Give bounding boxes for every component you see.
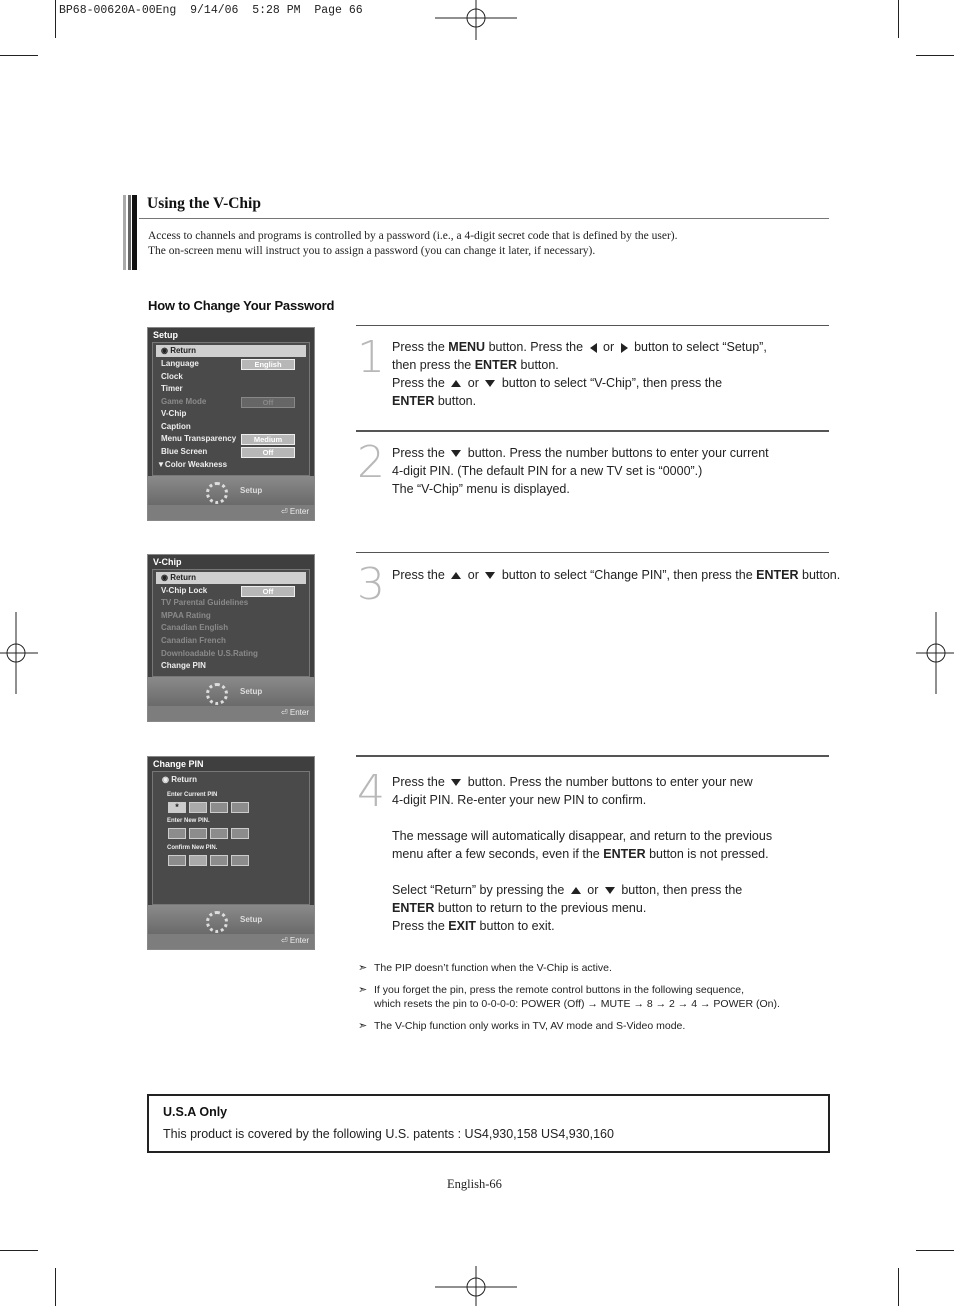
down-arrow-icon — [451, 450, 461, 457]
menu-item-blue-screen: Blue Screen Off — [153, 446, 309, 458]
crop-mark — [916, 1250, 954, 1251]
value-box: Medium — [241, 434, 295, 445]
pin-digit-box — [231, 802, 249, 813]
menu-item-vchip: V-Chip — [161, 409, 187, 418]
crop-mark — [55, 1268, 56, 1306]
up-arrow-icon — [451, 380, 461, 387]
crop-mark — [55, 0, 56, 38]
step-2-text: Press the button. Press the number buttons to enter your current 4-digit PIN. (The default PIN for a new TV set is “0000”.) The “V-Chip” menu is displayed. — [392, 446, 769, 496]
crop-mark — [916, 55, 954, 56]
note-pip: ➣ The PIP doesn’t function when the V-Chip is active. — [358, 962, 612, 974]
gear-icon — [206, 911, 228, 933]
note-forget-pin: ➣ If you forget the pin, press the remote control buttons in the following sequence, which resets the pin to 0-0-0-0: POWER (Off) → MUTE → 8 → 2 → 4 → POWER (On). — [358, 984, 780, 1010]
crop-mark — [0, 55, 38, 56]
enter-icon: ⏎ — [280, 507, 290, 516]
osd-footer — [148, 476, 314, 520]
return-icon: ◉ — [161, 573, 171, 582]
step-divider — [356, 430, 829, 432]
pin-digit-box — [210, 855, 228, 866]
note-arrow-icon: ➣ — [358, 962, 368, 974]
menu-item-color-weakness: ▼Color Weakness — [157, 460, 228, 469]
crop-mark — [0, 1250, 38, 1251]
down-arrow-icon — [485, 380, 495, 387]
value-box: English — [241, 359, 295, 370]
pin-digit-box: * — [168, 802, 186, 813]
osd-title: V-Chip — [153, 557, 182, 567]
down-arrow-icon — [605, 887, 615, 894]
return-icon: ◉ — [161, 346, 171, 355]
usa-only-text: This product is covered by the following U.S. patents : US4,930,158 US4,930,160 — [163, 1127, 614, 1141]
osd-vchip-menu — [147, 554, 315, 722]
enter-icon: ⏎ — [280, 936, 290, 945]
down-arrow-icon — [485, 572, 495, 579]
osd-footer-label: Setup — [240, 915, 263, 924]
menu-item-clock: Clock — [161, 372, 183, 381]
up-arrow-icon — [571, 887, 581, 894]
section-title: Using the V-Chip — [147, 195, 261, 212]
page-number: English-66 — [447, 1177, 502, 1191]
current-pin-label: Enter Current PIN — [167, 792, 218, 798]
right-arrow-icon — [621, 343, 628, 353]
osd-footer — [148, 677, 314, 721]
osd-menu-body — [152, 771, 310, 905]
osd-change-pin-menu — [147, 756, 315, 950]
step-number: 4 — [357, 766, 385, 817]
osd-enter-bar — [148, 706, 314, 721]
step-number: 1 — [357, 332, 385, 383]
usa-only-title: U.S.A Only — [163, 1105, 228, 1119]
intro-line-2: The on-screen menu will instruct you to assign a password (you can change it later, if necessary). — [148, 244, 596, 257]
left-arrow-icon — [590, 343, 597, 353]
registration-mark-top — [435, 0, 517, 40]
note-arrow-icon: ➣ — [358, 984, 368, 996]
enter-hint: ⏎ Enter — [280, 936, 309, 945]
osd-footer — [148, 905, 314, 949]
menu-item-downloadable: Downloadable U.S.Rating — [161, 649, 258, 658]
registration-mark-bottom — [435, 1266, 517, 1306]
section-intro — [148, 229, 677, 258]
gear-icon — [206, 482, 228, 504]
step-1-text: Press the MENU button. Press the or button to select “Setup”, then press the ENTER button. Press the or button to select “V-Chip”, then press the ENTER button. — [392, 340, 767, 408]
registration-mark-right — [916, 612, 954, 694]
usa-only-box — [147, 1094, 830, 1153]
osd-title: Change PIN — [153, 759, 204, 769]
value-box: Off — [241, 586, 295, 597]
osd-enter-bar — [148, 505, 314, 520]
menu-item-timer: Timer — [161, 384, 183, 393]
value-box: Off — [241, 447, 295, 458]
pin-digit-box — [231, 828, 249, 839]
step-3-text: Press the or button to select “Change PIN”, then press the ENTER button. — [392, 568, 841, 582]
menu-item-game-mode: Game Mode Off — [153, 396, 309, 408]
step-number: 2 — [357, 437, 385, 488]
menu-item-return: ◉ Return — [156, 345, 306, 357]
pin-digit-box — [189, 802, 207, 813]
osd-footer-label: Setup — [240, 687, 263, 696]
step-divider — [356, 552, 829, 553]
subheading: How to Change Your Password — [148, 298, 335, 313]
osd-menu-body — [152, 569, 310, 677]
step-number: 3 — [357, 559, 385, 610]
menu-item-vchip-lock: V-Chip Lock Off — [153, 585, 309, 597]
enter-icon: ⏎ — [280, 708, 290, 717]
print-slug: BP68-00620A-00Eng 9/14/06 5:28 PM Page 66 — [59, 4, 363, 17]
pin-digit-box — [210, 802, 228, 813]
down-arrow-icon — [451, 779, 461, 786]
return-icon: ◉ — [162, 775, 172, 784]
pin-return: ◉ Return — [162, 775, 197, 784]
step-4-text: Press the button. Press the number buttons to enter your new 4-digit PIN. Re-enter your new PIN to confirm. The message will automatically disappear, and return to the previous menu after a few seconds, even if the ENTER button is not pressed. Select “Return” by pressing the or button, then press the ENTER button to return to the previous menu. Press the EXIT button to exit. — [392, 775, 773, 933]
menu-item-change-pin: Change PIN — [161, 661, 206, 670]
osd-footer-label: Setup — [240, 486, 263, 495]
note-vchip-modes: ➣ The V-Chip function only works in TV, AV mode and S-Video mode. — [358, 1020, 686, 1032]
confirm-pin-label: Confirm New PIN. — [167, 845, 218, 851]
pin-digit-box — [210, 828, 228, 839]
menu-item-language: Language English — [153, 358, 309, 370]
menu-item-canadian-english: Canadian English — [161, 623, 229, 632]
enter-hint: ⏎ Enter — [280, 708, 309, 717]
osd-menu-body — [152, 342, 310, 476]
up-arrow-icon — [451, 572, 461, 579]
note-arrow-icon: ➣ — [358, 1020, 368, 1032]
step-divider — [356, 755, 829, 757]
menu-item-mpaa: MPAA Rating — [161, 611, 211, 620]
pin-digit-box — [168, 855, 186, 866]
value-box: Off — [241, 397, 295, 408]
crop-mark — [898, 0, 899, 38]
step-divider — [356, 325, 829, 326]
pin-digit-box — [231, 855, 249, 866]
menu-item-tv-parental: TV Parental Guidelines — [161, 598, 249, 607]
section-title-rule — [139, 218, 829, 219]
crop-mark — [898, 1268, 899, 1306]
pin-digit-box — [168, 828, 186, 839]
registration-mark-left — [0, 612, 38, 694]
pin-digit-box — [189, 855, 207, 866]
new-pin-label: Enter New PIN. — [167, 818, 210, 824]
menu-item-menu-transparency: Menu Transparency Medium — [153, 433, 309, 445]
menu-item-return: ◉ Return — [156, 572, 306, 584]
pin-digit-box — [189, 828, 207, 839]
osd-setup-menu — [147, 327, 315, 521]
osd-enter-bar — [148, 934, 314, 949]
section-side-bar — [123, 195, 137, 270]
osd-title: Setup — [153, 330, 179, 340]
menu-item-canadian-french: Canadian French — [161, 636, 226, 645]
enter-hint: ⏎ Enter — [280, 507, 309, 516]
intro-line-1: Access to channels and programs is controlled by a password (i.e., a 4-digit secret code that is defined by the user). — [148, 230, 678, 242]
gear-icon — [206, 683, 228, 705]
menu-item-caption: Caption — [161, 422, 191, 431]
